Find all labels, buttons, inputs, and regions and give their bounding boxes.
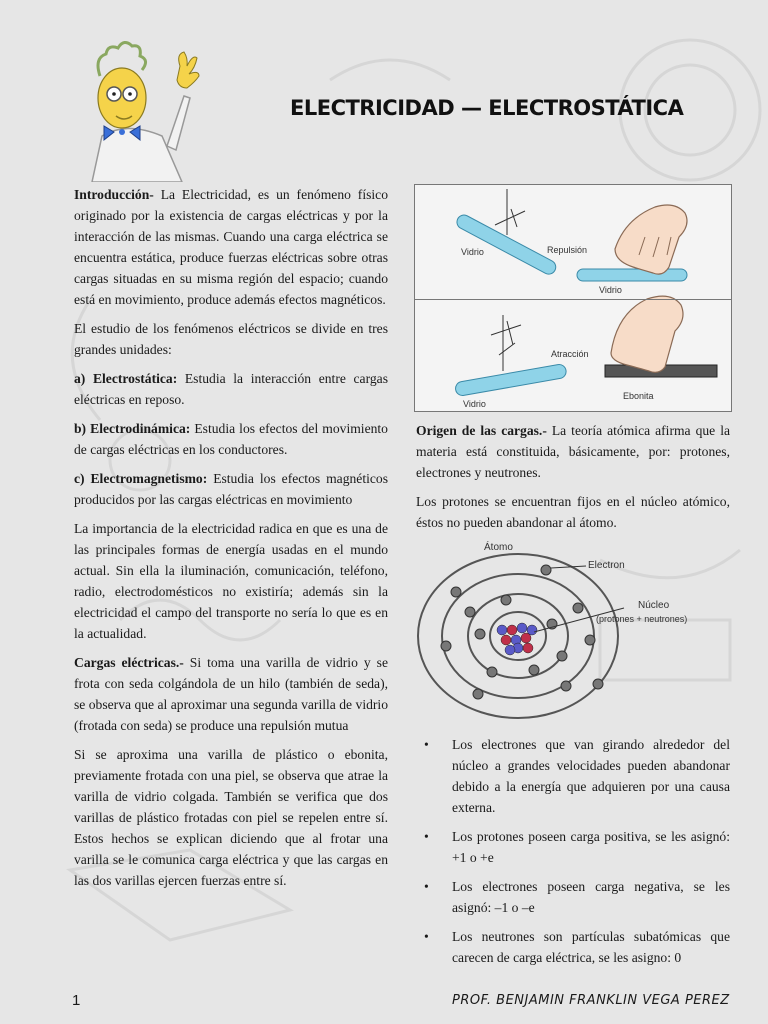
plastic-paragraph: Si se aproxima una varilla de plástico o ebonita, previamente frotada con una piel, se observa que atrae la varilla de vidrio colgada. También se verifica que dos varillas de plástico frotadas con piel se repelen entre sí. Estos hechos se explican diciendo que al frotar una varilla se le comunica carga eléctrica y que las cargas en las dos varillas ejercen fuerzas entre sí. <box>74 747 388 888</box>
unit-a-text: Estudia la interacción entre cargas eléctricas en reposo. <box>74 371 388 407</box>
label-glass-3: Vidrio <box>463 399 486 409</box>
label-attraction: Atracción <box>551 349 589 359</box>
charges-text: Si toma una varilla de vidrio y se frota con seda colgándola de un hilo (también de seda), se observa que al aproximar una segunda varilla de vidrio (frotada con seda) se produce una repulsión mutua <box>74 655 388 733</box>
left-column <box>74 184 388 899</box>
label-glass-2: Vidrio <box>599 285 622 295</box>
page-title: ELECTRICIDAD — ELECTROSTÁTICA <box>290 96 684 120</box>
study-paragraph: El estudio de los fenómenos eléctricos se divide en tres grandes unidades: <box>74 321 388 357</box>
charge-interaction-figure <box>414 184 732 412</box>
unit-c-label: c) Electromagnetismo: <box>74 471 208 486</box>
charge-interaction-drawing <box>415 185 731 411</box>
list-item <box>424 926 730 968</box>
origin-label: Origen de las cargas.- <box>416 423 547 438</box>
list-item <box>424 826 730 868</box>
list-item <box>424 734 730 818</box>
charges-label: Cargas eléctricas.- <box>74 655 184 670</box>
list-item <box>424 876 730 918</box>
unit-a-paragraph <box>74 368 388 410</box>
importance-paragraph: La importancia de la electricidad radica en que es una de las principales formas de energía usadas en el mundo actual. Sin ella la iluminación, comunicación, teléfono, radio, electrodomésticos no existiría; además sin la electricidad el campo del transporte no sería lo que es en la actualidad. <box>74 521 388 641</box>
unit-a-label: a) Electrostática: <box>74 371 178 386</box>
unit-b-paragraph <box>74 418 388 460</box>
bullet-text: Los electrones poseen carga negativa, se les asignó: –1 o –e <box>452 879 730 915</box>
particle-bullet-list <box>424 734 730 976</box>
bullet-marker: • <box>424 737 429 752</box>
origin-paragraph <box>416 420 730 483</box>
intro-text: La Electricidad, es un fenómeno físico originado por la existencia de cargas eléctricas y por la interacción de las mismas. Cuando una carga eléctrica se encuentra estática, produce fuerzas eléctricas sobre otras cargas situadas en su misma región del espacio; cuando está en movimiento, produce además efectos magnéticos. <box>74 187 388 307</box>
bullet-marker: • <box>424 929 429 944</box>
bullet-text: Los protones poseen carga positiva, se les asignó: +1 o +e <box>452 829 730 865</box>
label-ebonite: Ebonita <box>623 391 654 401</box>
bullet-text: Los neutrones son partículas subatómicas que carecen de carga eléctrica, se les asigno: 0 <box>452 929 730 965</box>
label-electron: Electron <box>588 560 625 571</box>
professor-mascot-illustration <box>72 36 222 182</box>
protons-paragraph: Los protones se encuentran fijos en el núcleo atómico, éstos no pueden abandonar al átomo. <box>416 494 730 530</box>
label-nucleus-sub: (protones + neutrones) <box>596 614 688 624</box>
figure-divider <box>415 299 731 300</box>
unit-c-paragraph <box>74 468 388 510</box>
atom-diagram <box>416 536 732 722</box>
label-glass-1: Vidrio <box>461 247 484 257</box>
unit-b-text: Estudia los efectos del movimiento de cargas eléctricas en los conductores. <box>74 421 388 457</box>
unit-c-text: Estudia los efectos magnéticos producidos por las cargas eléctricas en movimiento <box>74 471 388 507</box>
intro-paragraph <box>74 184 388 310</box>
unit-b-label: b) Electrodinámica: <box>74 421 191 436</box>
origin-text: La teoría atómica afirma que la materia está constituida, básicamente, por: protones, electrones y neutrones. <box>416 423 731 480</box>
bullet-marker: • <box>424 829 429 844</box>
bullet-marker: • <box>424 879 429 894</box>
intro-label: Introducción- <box>74 187 154 202</box>
page-number: 1 <box>72 992 81 1009</box>
author-footer: PROF. BENJAMIN FRANKLIN VEGA PEREZ <box>452 993 730 1008</box>
charges-paragraph <box>74 652 388 736</box>
label-atom: Átomo <box>484 542 513 553</box>
label-repulsion: Repulsión <box>547 245 588 255</box>
bullet-text: Los electrones que van girando alrededor del núcleo a grandes velocidades pueden abandonar debido a la energía que adquieren por una causa externa. <box>452 737 730 815</box>
label-nucleus: Núcleo <box>638 600 670 611</box>
right-column <box>416 420 730 541</box>
